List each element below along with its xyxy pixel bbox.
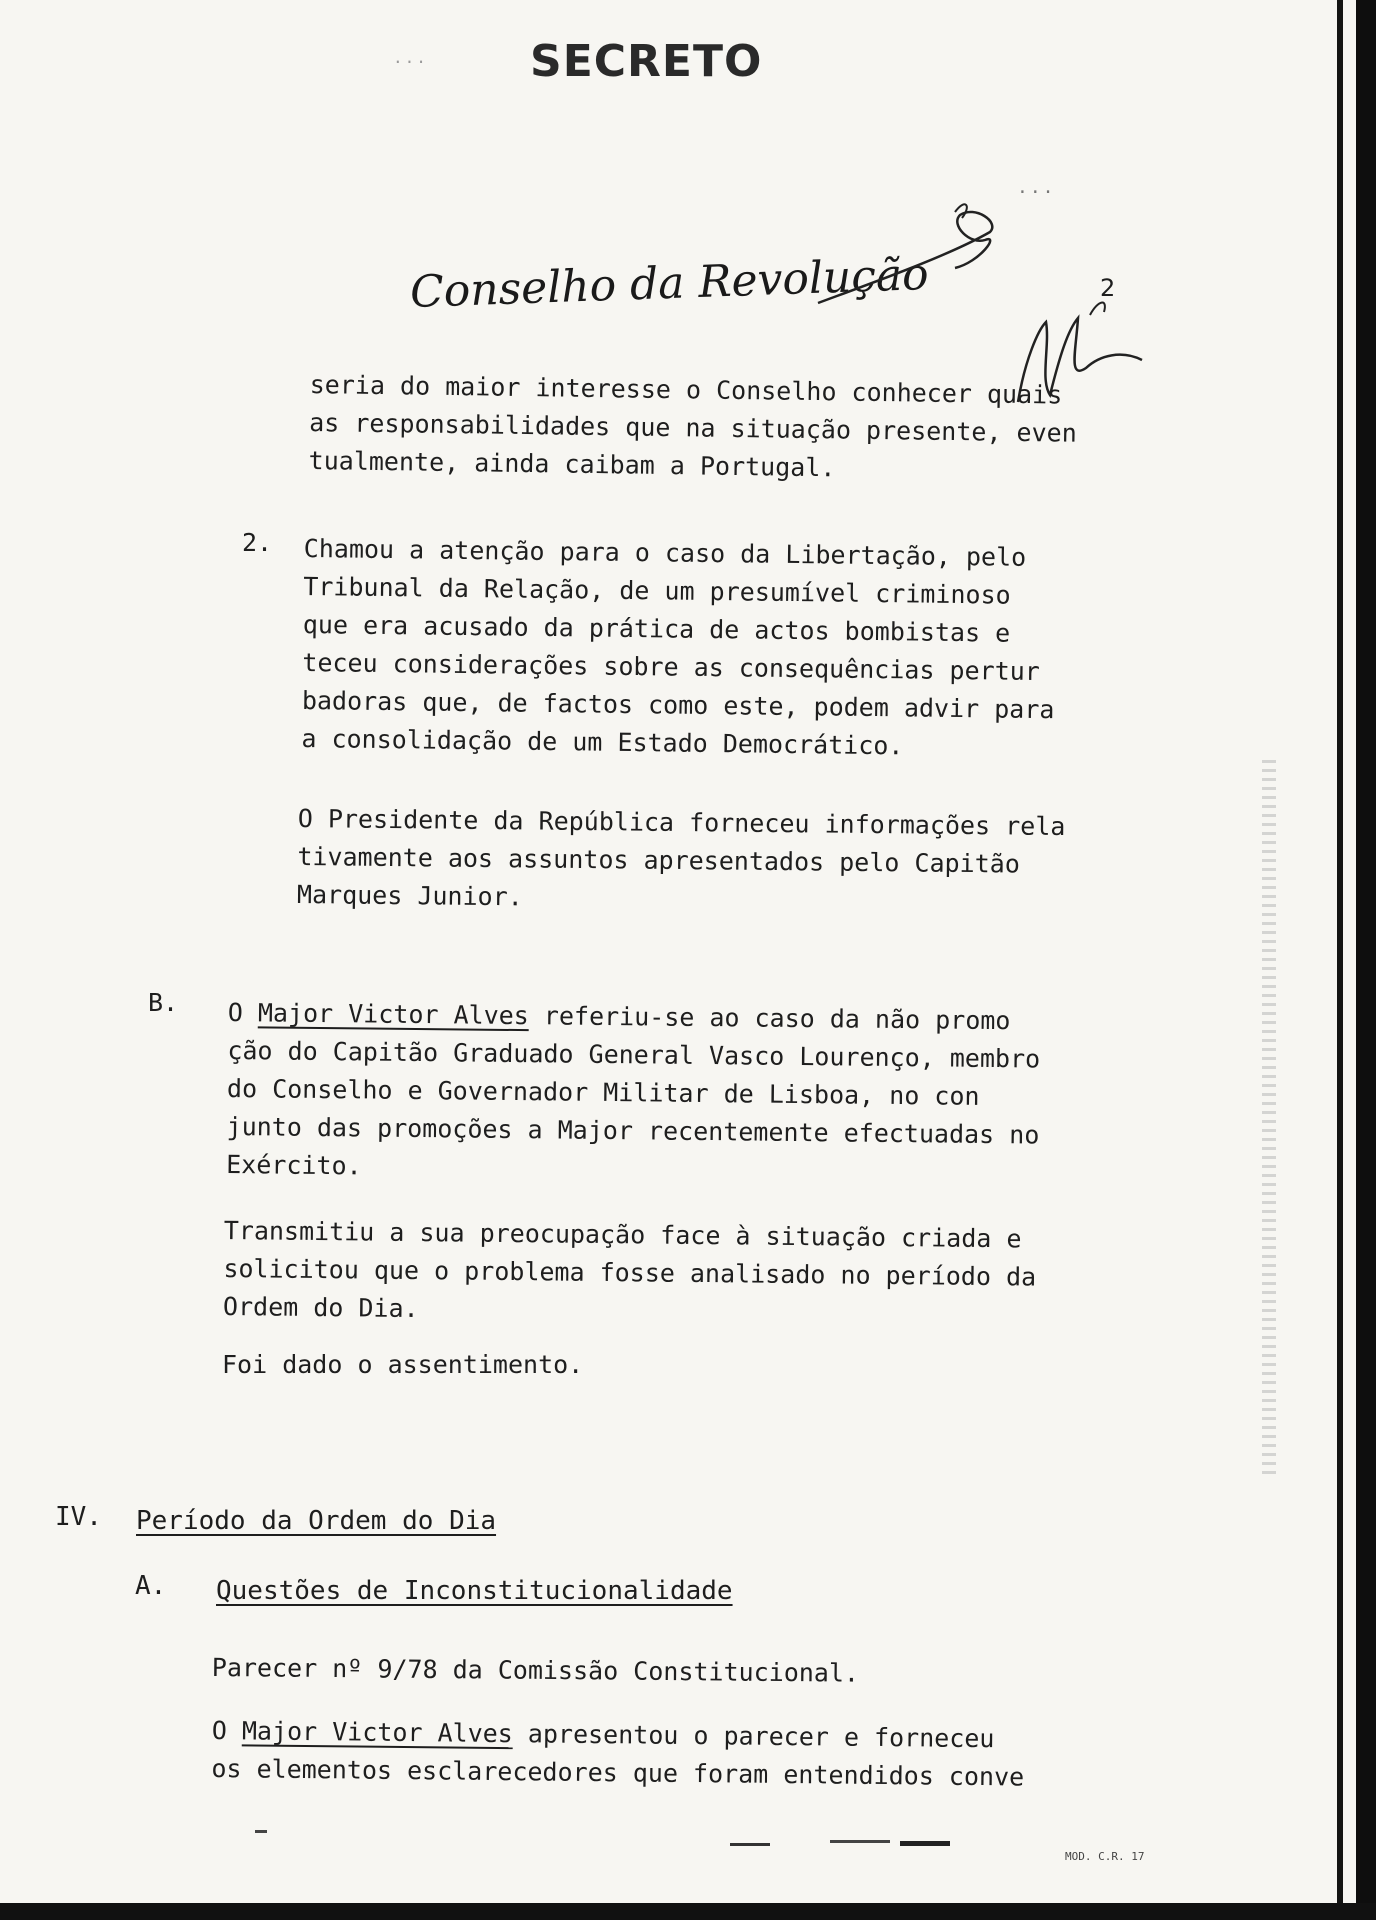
section-b-marker: B. <box>148 988 179 1017</box>
major-victor-alves-name-2: Major Victor Alves <box>241 1716 513 1749</box>
secreto-stamp: SECRETO <box>530 36 763 87</box>
scan-noise-strip <box>1262 760 1276 1480</box>
corner-mark: ... <box>1017 177 1056 198</box>
major-victor-alves-name: Major Victor Alves <box>257 998 529 1031</box>
faint-stamp-text: ... <box>393 48 428 67</box>
paragraph-apresentou-rest: os elementos esclarecedores que foram entendidos conve <box>211 1753 1025 1792</box>
paragraph-b-intro: O <box>227 997 259 1028</box>
paragraph-parecer: Parecer nº 9/78 da Comissão Constitucional. <box>211 1652 860 1688</box>
paragraph-item-2: Chamou a atenção para o caso da Libertação, pelo Tribunal da Relação, de um presumível criminoso que era acusado da prática de actos bombistas e teceu considerações sobre as consequências pertur badoras que, de factos como este, podem advir para a consolidação de um Estado Democrático. <box>301 533 1055 761</box>
section-iv-marker: IV. <box>55 1502 102 1532</box>
paragraph-apresentou-text: apresentou o parecer e forneceu <box>512 1719 995 1754</box>
section-a-title: Questões de Inconstitucionalidade <box>216 1576 733 1606</box>
item-2-marker: 2. <box>242 528 273 557</box>
scan-edge-right-dark <box>1356 0 1376 1920</box>
form-code: MOD. C.R. 17 <box>1065 1850 1145 1863</box>
letterhead: Conselho da Revolução <box>409 248 930 319</box>
scan-edge-right <box>1337 0 1343 1920</box>
section-iv-title: Período da Ordem do Dia <box>136 1506 497 1536</box>
paragraph-assentimento: Foi dado o assentimento. <box>222 1350 584 1379</box>
paragraph-continuation: seria do maior interesse o Conselho conhecer quais as responsabilidades que na situação presente, even tualmente, ainda caibam a Portugal. <box>308 369 1077 483</box>
page-number: 2 <box>1100 274 1116 302</box>
section-a-marker: A. <box>135 1571 167 1601</box>
paragraph-b-text: referiu-se ao caso da não promo <box>528 1001 1011 1036</box>
scan-edge-bottom <box>0 1903 1376 1920</box>
paragraph-transmitiu: Transmitiu a sua preocupação face à situação criada e solicitou que o problema fosse analisado no período da Ordem do Dia. <box>222 1215 1037 1324</box>
paragraph-apresentou-intro: O <box>211 1715 243 1746</box>
paragraph-president: O Presidente da República forneceu informações rela tivamente aos assuntos apresentados pelo Capitão Marques Junior. <box>296 803 1066 912</box>
paragraph-b-rest: ção do Capitão Graduado General Vasco Lourenço, membro do Conselho e Governador Militar de Lisboa, no con junto das promoções a Major recentemente efectuadas no Exército. <box>226 1035 1041 1181</box>
